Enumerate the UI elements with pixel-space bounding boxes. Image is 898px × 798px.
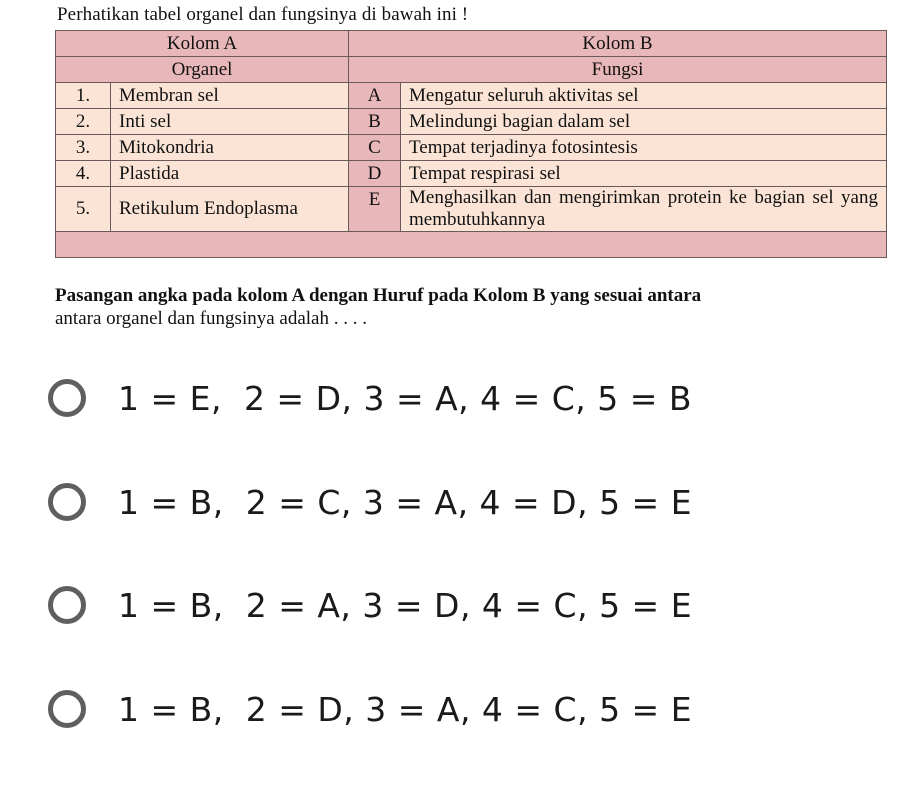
- col-a-subtitle: Organel: [56, 57, 349, 83]
- row-number: 1.: [56, 83, 111, 109]
- option-label: 1 = E, 2 = D, 3 = A, 4 = C, 5 = B: [118, 378, 693, 418]
- table-row: [56, 187, 887, 232]
- option-label: 1 = B, 2 = D, 3 = A, 4 = C, 5 = E: [118, 689, 693, 729]
- option-label: 1 = B, 2 = A, 3 = D, 4 = C, 5 = E: [118, 585, 693, 625]
- table-subheader-row: [56, 57, 887, 83]
- table-row: [56, 83, 887, 109]
- table-header-row: [56, 31, 887, 57]
- table-footer-row: [56, 232, 887, 258]
- letter-cell: D: [349, 161, 401, 187]
- option-label: 1 = B, 2 = C, 3 = A, 4 = D, 5 = E: [118, 482, 693, 522]
- radio-button[interactable]: [48, 586, 86, 624]
- table-footer-cell: [56, 232, 887, 258]
- row-number: 4.: [56, 161, 111, 187]
- answer-option[interactable]: [48, 477, 808, 527]
- organel-cell: Membran sel: [111, 83, 349, 109]
- organel-cell: Retikulum Endoplasma: [111, 187, 349, 232]
- fungsi-cell: Menghasilkan dan mengirimkan protein ke bagian sel yang membutuhkannya: [401, 187, 887, 232]
- radio-button[interactable]: [48, 483, 86, 521]
- row-number: 5.: [56, 187, 111, 232]
- col-a-title: Kolom A: [56, 31, 349, 57]
- question-bold-line: Pasangan angka pada kolom A dengan Huruf pada Kolom B yang sesuai antara: [55, 285, 702, 306]
- answer-option[interactable]: [48, 373, 808, 423]
- col-b-subtitle: Fungsi: [349, 57, 887, 83]
- organel-cell: Inti sel: [111, 109, 349, 135]
- fungsi-cell: Melindungi bagian dalam sel: [401, 109, 887, 135]
- intro-text: Perhatikan tabel organel dan fungsinya di bawah ini !: [57, 4, 469, 25]
- organel-cell: Plastida: [111, 161, 349, 187]
- table-row: [56, 109, 887, 135]
- table-row: [56, 135, 887, 161]
- row-number: 3.: [56, 135, 111, 161]
- answer-option[interactable]: [48, 684, 808, 734]
- organel-cell: Mitokondria: [111, 135, 349, 161]
- question-text: [55, 284, 815, 330]
- letter-cell: E: [349, 187, 401, 232]
- question-normal-line: antara organel dan fungsinya adalah . . . .: [55, 308, 367, 329]
- col-b-title: Kolom B: [349, 31, 887, 57]
- table-row: [56, 161, 887, 187]
- organelle-table: [55, 30, 887, 258]
- fungsi-cell: Tempat terjadinya fotosintesis: [401, 135, 887, 161]
- row-number: 2.: [56, 109, 111, 135]
- letter-cell: A: [349, 83, 401, 109]
- radio-button[interactable]: [48, 690, 86, 728]
- letter-cell: C: [349, 135, 401, 161]
- fungsi-cell: Mengatur seluruh aktivitas sel: [401, 83, 887, 109]
- letter-cell: B: [349, 109, 401, 135]
- fungsi-cell: Tempat respirasi sel: [401, 161, 887, 187]
- radio-button[interactable]: [48, 379, 86, 417]
- answer-option[interactable]: [48, 580, 808, 630]
